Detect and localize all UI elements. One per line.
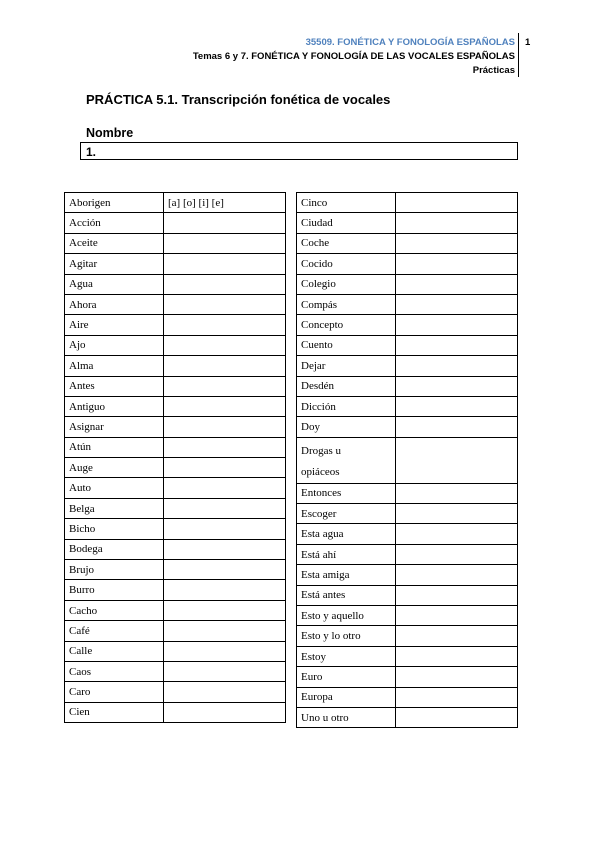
transcription-cell[interactable] <box>396 233 518 253</box>
table-row <box>297 544 518 564</box>
table-row <box>297 213 518 233</box>
table-row <box>65 274 286 294</box>
table-row <box>65 498 286 518</box>
transcription-cell[interactable] <box>164 274 286 294</box>
transcription-cell[interactable] <box>164 702 286 722</box>
table-row <box>297 524 518 544</box>
transcription-cell[interactable] <box>396 504 518 524</box>
table-row <box>297 254 518 274</box>
word-cell: Esto y aquello <box>297 606 396 626</box>
word-cell: Alma <box>65 356 164 376</box>
word-cell: Escoger <box>297 504 396 524</box>
word-cell: Agua <box>65 274 164 294</box>
transcription-cell[interactable] <box>164 213 286 233</box>
table-row <box>65 682 286 702</box>
transcription-cell[interactable] <box>164 356 286 376</box>
word-cell: Euro <box>297 667 396 687</box>
table-row <box>65 539 286 559</box>
word-cell: Entonces <box>297 483 396 503</box>
word-cell: Asignar <box>65 417 164 437</box>
word-table-left <box>64 192 286 723</box>
table-row <box>297 396 518 416</box>
transcription-cell[interactable] <box>396 646 518 666</box>
name-field-value: 1. <box>86 145 97 159</box>
transcription-cell[interactable] <box>164 396 286 416</box>
table-row <box>65 315 286 335</box>
transcription-cell[interactable] <box>396 626 518 646</box>
word-cell: Aborigen <box>65 193 164 213</box>
transcription-cell[interactable] <box>164 437 286 457</box>
word-cell: Esto y lo otro <box>297 626 396 646</box>
transcription-cell[interactable] <box>396 213 518 233</box>
word-cell: Desdén <box>297 376 396 396</box>
word-cell: Antiguo <box>65 396 164 416</box>
table-row <box>297 233 518 253</box>
table-row <box>65 519 286 539</box>
transcription-cell[interactable] <box>164 315 286 335</box>
table-row <box>65 376 286 396</box>
transcription-cell[interactable] <box>396 315 518 335</box>
table-row <box>297 356 518 376</box>
transcription-cell[interactable] <box>396 707 518 727</box>
word-cell: Burro <box>65 580 164 600</box>
name-label: Nombre <box>86 126 134 140</box>
transcription-cell[interactable] <box>164 417 286 437</box>
transcription-cell[interactable] <box>164 254 286 274</box>
word-table-right <box>296 192 518 728</box>
transcription-cell[interactable] <box>396 294 518 314</box>
transcription-cell[interactable] <box>164 233 286 253</box>
table-row <box>65 702 286 722</box>
table-row <box>65 193 286 213</box>
table-row <box>297 315 518 335</box>
transcription-cell[interactable] <box>396 417 518 437</box>
header-divider <box>518 33 519 77</box>
word-line: opiáceos <box>301 465 340 478</box>
table-row <box>65 641 286 661</box>
transcription-cell[interactable] <box>396 483 518 503</box>
transcription-cell[interactable] <box>396 687 518 707</box>
table-row <box>297 585 518 605</box>
table-row <box>65 621 286 641</box>
word-cell: Ciudad <box>297 213 396 233</box>
transcription-cell[interactable] <box>164 661 286 681</box>
transcription-cell[interactable]: [a] [o] [i] [e] <box>164 193 286 213</box>
word-cell: Estoy <box>297 646 396 666</box>
word-cell: Cinco <box>297 193 396 213</box>
page-title: PRÁCTICA 5.1. Transcripción fonética de vocales <box>86 92 391 107</box>
transcription-cell[interactable] <box>396 585 518 605</box>
table-row <box>297 707 518 727</box>
table-row <box>65 254 286 274</box>
word-cell: Dejar <box>297 356 396 376</box>
word-cell: Auto <box>65 478 164 498</box>
transcription-cell[interactable] <box>164 478 286 498</box>
table-row <box>65 233 286 253</box>
name-field[interactable] <box>80 142 518 160</box>
topic-title: Temas 6 y 7. FONÉTICA Y FONOLOGÍA DE LAS VOCALES ESPAÑOLAS <box>192 51 515 62</box>
transcription-cell[interactable] <box>164 519 286 539</box>
word-cell: Europa <box>297 687 396 707</box>
table-row <box>297 606 518 626</box>
transcription-cell[interactable] <box>164 498 286 518</box>
word-cell: Belga <box>65 498 164 518</box>
table-row <box>65 437 286 457</box>
word-cell: Cacho <box>65 600 164 620</box>
word-cell: Auge <box>65 458 164 478</box>
table-row <box>297 274 518 294</box>
word-cell: Calle <box>65 641 164 661</box>
transcription-cell[interactable] <box>164 560 286 580</box>
transcription-cell[interactable] <box>164 621 286 641</box>
word-cell: Café <box>65 621 164 641</box>
word-cell: Brujo <box>65 560 164 580</box>
table-row <box>297 667 518 687</box>
word-cell: Está ahí <box>297 544 396 564</box>
table-row <box>297 193 518 213</box>
word-cell: Ajo <box>65 335 164 355</box>
transcription-cell[interactable] <box>164 458 286 478</box>
word-cell: Bodega <box>65 539 164 559</box>
transcription-cell[interactable] <box>396 396 518 416</box>
transcription-cell[interactable] <box>396 544 518 564</box>
table-row <box>65 580 286 600</box>
word-cell: Dicción <box>297 396 396 416</box>
table-row <box>65 478 286 498</box>
page-number: 1 <box>525 37 531 48</box>
word-cell: Uno u otro <box>297 707 396 727</box>
word-cell: Colegio <box>297 274 396 294</box>
course-title: 35509. FONÉTICA Y FONOLOGÍA ESPAÑOLAS <box>305 37 515 48</box>
transcription-cell[interactable] <box>164 682 286 702</box>
transcription-cell[interactable] <box>396 376 518 396</box>
table-row <box>65 600 286 620</box>
table-row <box>65 356 286 376</box>
word-line: Drogas u <box>301 444 342 457</box>
word-cell: Está antes <box>297 585 396 605</box>
word-cell: Acción <box>65 213 164 233</box>
word-cell: Concepto <box>297 315 396 335</box>
table-row <box>297 687 518 707</box>
table-row <box>65 335 286 355</box>
word-cell: Caos <box>65 661 164 681</box>
word-cell: Esta agua <box>297 524 396 544</box>
table-row <box>297 483 518 503</box>
transcription-cell[interactable] <box>164 294 286 314</box>
transcription-cell[interactable] <box>164 641 286 661</box>
word-cell: Aceite <box>65 233 164 253</box>
table-row <box>65 213 286 233</box>
table-row <box>297 504 518 524</box>
transcription-cell[interactable] <box>396 606 518 626</box>
transcription-cell[interactable] <box>164 580 286 600</box>
transcription-cell[interactable] <box>396 356 518 376</box>
table-row <box>65 661 286 681</box>
transcription-cell[interactable] <box>396 667 518 687</box>
transcription-cell[interactable] <box>396 193 518 213</box>
word-cell: Compás <box>297 294 396 314</box>
transcription-cell[interactable] <box>164 600 286 620</box>
transcription-cell[interactable] <box>396 274 518 294</box>
transcription-cell[interactable] <box>396 254 518 274</box>
table-row <box>297 294 518 314</box>
word-cell: Cien <box>65 702 164 722</box>
table-row <box>297 646 518 666</box>
table-row <box>65 458 286 478</box>
transcription-cell[interactable] <box>396 565 518 585</box>
table-row <box>65 560 286 580</box>
table-row <box>297 335 518 355</box>
table-row <box>297 626 518 646</box>
table-row <box>65 417 286 437</box>
transcription-cell[interactable] <box>164 335 286 355</box>
word-cell: Caro <box>65 682 164 702</box>
table-row <box>297 376 518 396</box>
word-cell: Antes <box>65 376 164 396</box>
word-cell: Aire <box>65 315 164 335</box>
transcription-cell[interactable] <box>396 524 518 544</box>
table-row <box>65 396 286 416</box>
table-row <box>297 417 518 437</box>
transcription-cell[interactable] <box>164 539 286 559</box>
word-cell: Coche <box>297 233 396 253</box>
word-cell: Bicho <box>65 519 164 539</box>
transcription-cell[interactable] <box>164 376 286 396</box>
transcription-cell[interactable] <box>396 437 518 483</box>
transcription-cell[interactable] <box>396 335 518 355</box>
word-cell <box>297 437 396 483</box>
word-cell: Doy <box>297 417 396 437</box>
word-cell: Cocido <box>297 254 396 274</box>
table-row <box>297 565 518 585</box>
word-cell: Esta amiga <box>297 565 396 585</box>
word-cell: Atún <box>65 437 164 457</box>
word-cell: Ahora <box>65 294 164 314</box>
section-title: Prácticas <box>472 65 515 76</box>
word-cell: Cuento <box>297 335 396 355</box>
table-row <box>65 294 286 314</box>
word-cell: Agitar <box>65 254 164 274</box>
